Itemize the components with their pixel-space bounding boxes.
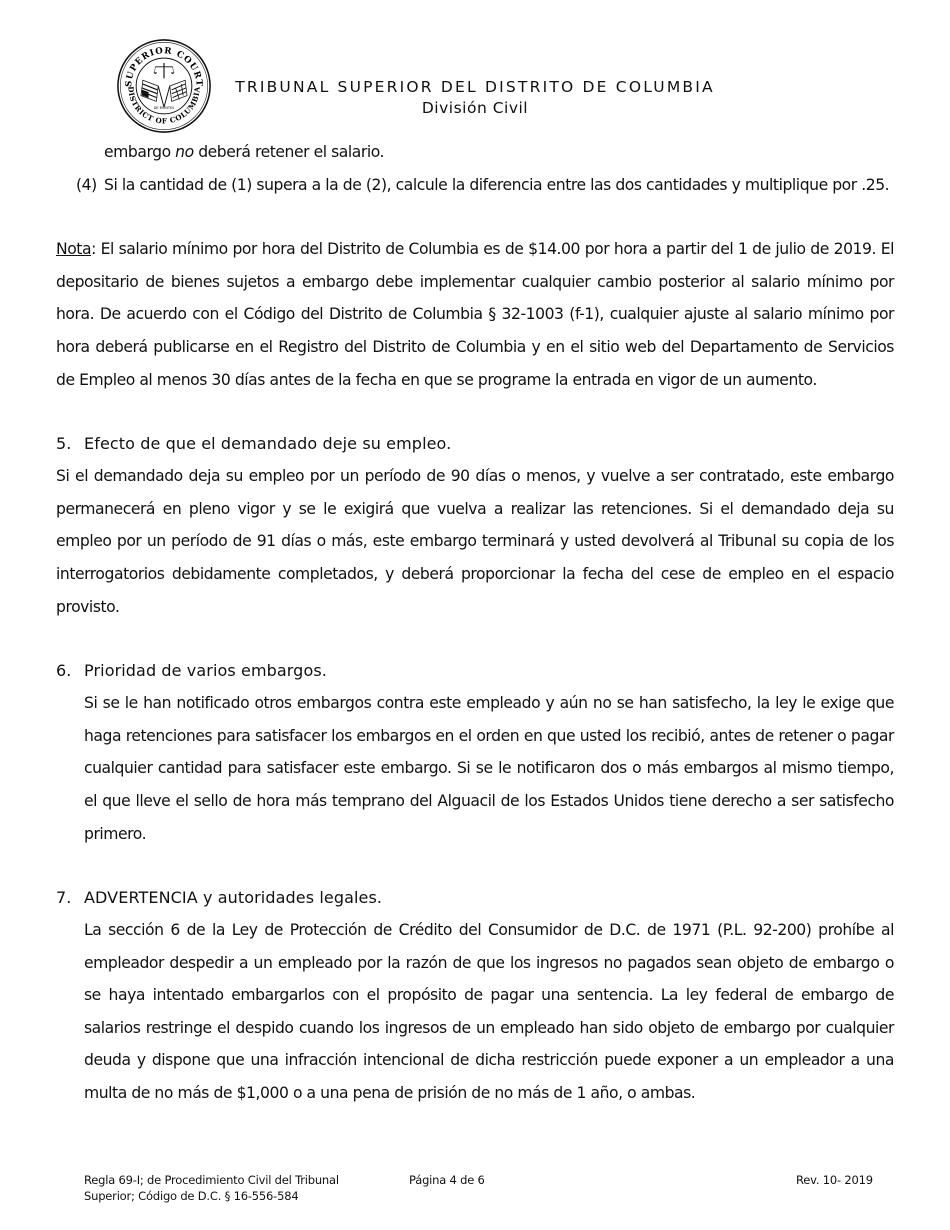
division-name: División Civil xyxy=(421,99,529,117)
footer-rule-line2: Superior; Código de D.C. § 16-556-584 xyxy=(84,1189,299,1203)
section-7-body: La sección 6 de la Ley de Protección de Crédito del Consumidor de D.C. de 1971 (P.L. 92-200) prohíbe al empleador despedir a un empleado por la razón de que los ingresos no pagados sean objeto de embargo o se haya intentado embargarlos con el propósito de pagar una sentencia. La ley federal de embargo de salarios restringe el despido cuando los ingresos de un empleado han sido objeto de embargo por cualquier deuda y dispone que una infracción intencional de dicha restricción puede exponer a un empleador a una multa de no más de $1,000 o a una pena de prisión de no más de 1 año, o ambas. xyxy=(84,921,894,1103)
court-seal-logo xyxy=(116,38,212,134)
section-7-heading xyxy=(56,882,894,914)
section-5-heading xyxy=(56,428,894,460)
section-6-body: Si se le han notificado otros embargos contra este empleado y aún no se han satisfecho, la ley le exige que haga retenciones para satisfacer los embargos en el orden en que usted los recibió, antes de retener o pagar cualquier cantidad para satisfacer este embargo. Si se le notificaron dos o más embargos al mismo tiempo, el que lleve el sello de hora más temprano del Alguacil de los Estados Unidos tiene derecho a ser satisfecho primero. xyxy=(84,694,894,843)
svg-text:DE MONTES: DE MONTES xyxy=(153,106,175,111)
list-item-number: (4) xyxy=(76,175,97,194)
footer-rule-citation xyxy=(84,1172,339,1204)
list-item-text: Si la cantidad de (1) supera a la de (2), calcule la diferencia entre las dos cantidades y multiplique por .25. xyxy=(104,175,890,194)
continued-text-italic: no xyxy=(175,143,194,161)
section-title: Prioridad de varios embargos. xyxy=(84,661,327,681)
court-name: TRIBUNAL SUPERIOR DEL DISTRITO DE COLUMBIA xyxy=(235,78,715,96)
footer-page-number: Página 4 de 6 xyxy=(409,1173,485,1187)
svg-text:SUPERIOR COURT: SUPERIOR COURT xyxy=(124,46,204,88)
note-paragraph xyxy=(56,233,894,396)
list-item-4 xyxy=(56,169,894,202)
footer-rule-line1: Regla 69-I; de Procedimiento Civil del Tribunal xyxy=(84,1173,339,1187)
section-title: ADVERTENCIA y autoridades legales. xyxy=(84,888,383,908)
document-body xyxy=(56,136,894,1110)
section-number: 6. xyxy=(56,661,72,681)
note-text: : El salario mínimo por hora del Distrito de Columbia es de $14.00 por hora a partir del 1 de julio de 2019. El depositario de bienes sujetos a embargo debe implementar cualquier cambio posterior al salario mínimo por hora. De acuerdo con el Código del Distrito de Columbia § 32-1003 (f-1), cualquier ajuste al salario mínimo por hora deberá publicarse en el Registro del Distrito de Columbia y en el sitio web del Departamento de Servicios de Empleo al menos 30 días antes de la fecha en que se programe la entrada en vigor de un aumento. xyxy=(56,240,894,389)
footer-revision: Rev. 10- 2019 xyxy=(796,1173,873,1187)
note-label: Nota xyxy=(56,240,92,259)
continued-text-end: deberá retener el salario. xyxy=(193,143,385,161)
section-5-body: Si el demandado deja su empleo por un período de 90 días o menos, y vuelve a ser contratado, este embargo permanecerá en pleno vigor y se le exigirá que vuelva a realizar las retenciones. Si el demandado deja su empleo por un período de 91 días o más, este embargo terminará y usted devolverá al Tribunal su copia de los interrogatorios debidamente completados, y deberá proporcionar la fecha del cese de empleo en el espacio provisto. xyxy=(56,467,894,616)
section-number: 5. xyxy=(56,434,72,454)
svg-text:DISTRICT OF COLUMBIA: DISTRICT OF COLUMBIA xyxy=(126,85,202,126)
section-title: Efecto de que el demandado deje su empleo. xyxy=(84,434,452,454)
continued-text-start: embargo xyxy=(104,143,176,161)
document-header xyxy=(215,76,735,118)
continued-line xyxy=(56,136,894,169)
section-number: 7. xyxy=(56,888,72,908)
section-6-heading xyxy=(56,655,894,687)
